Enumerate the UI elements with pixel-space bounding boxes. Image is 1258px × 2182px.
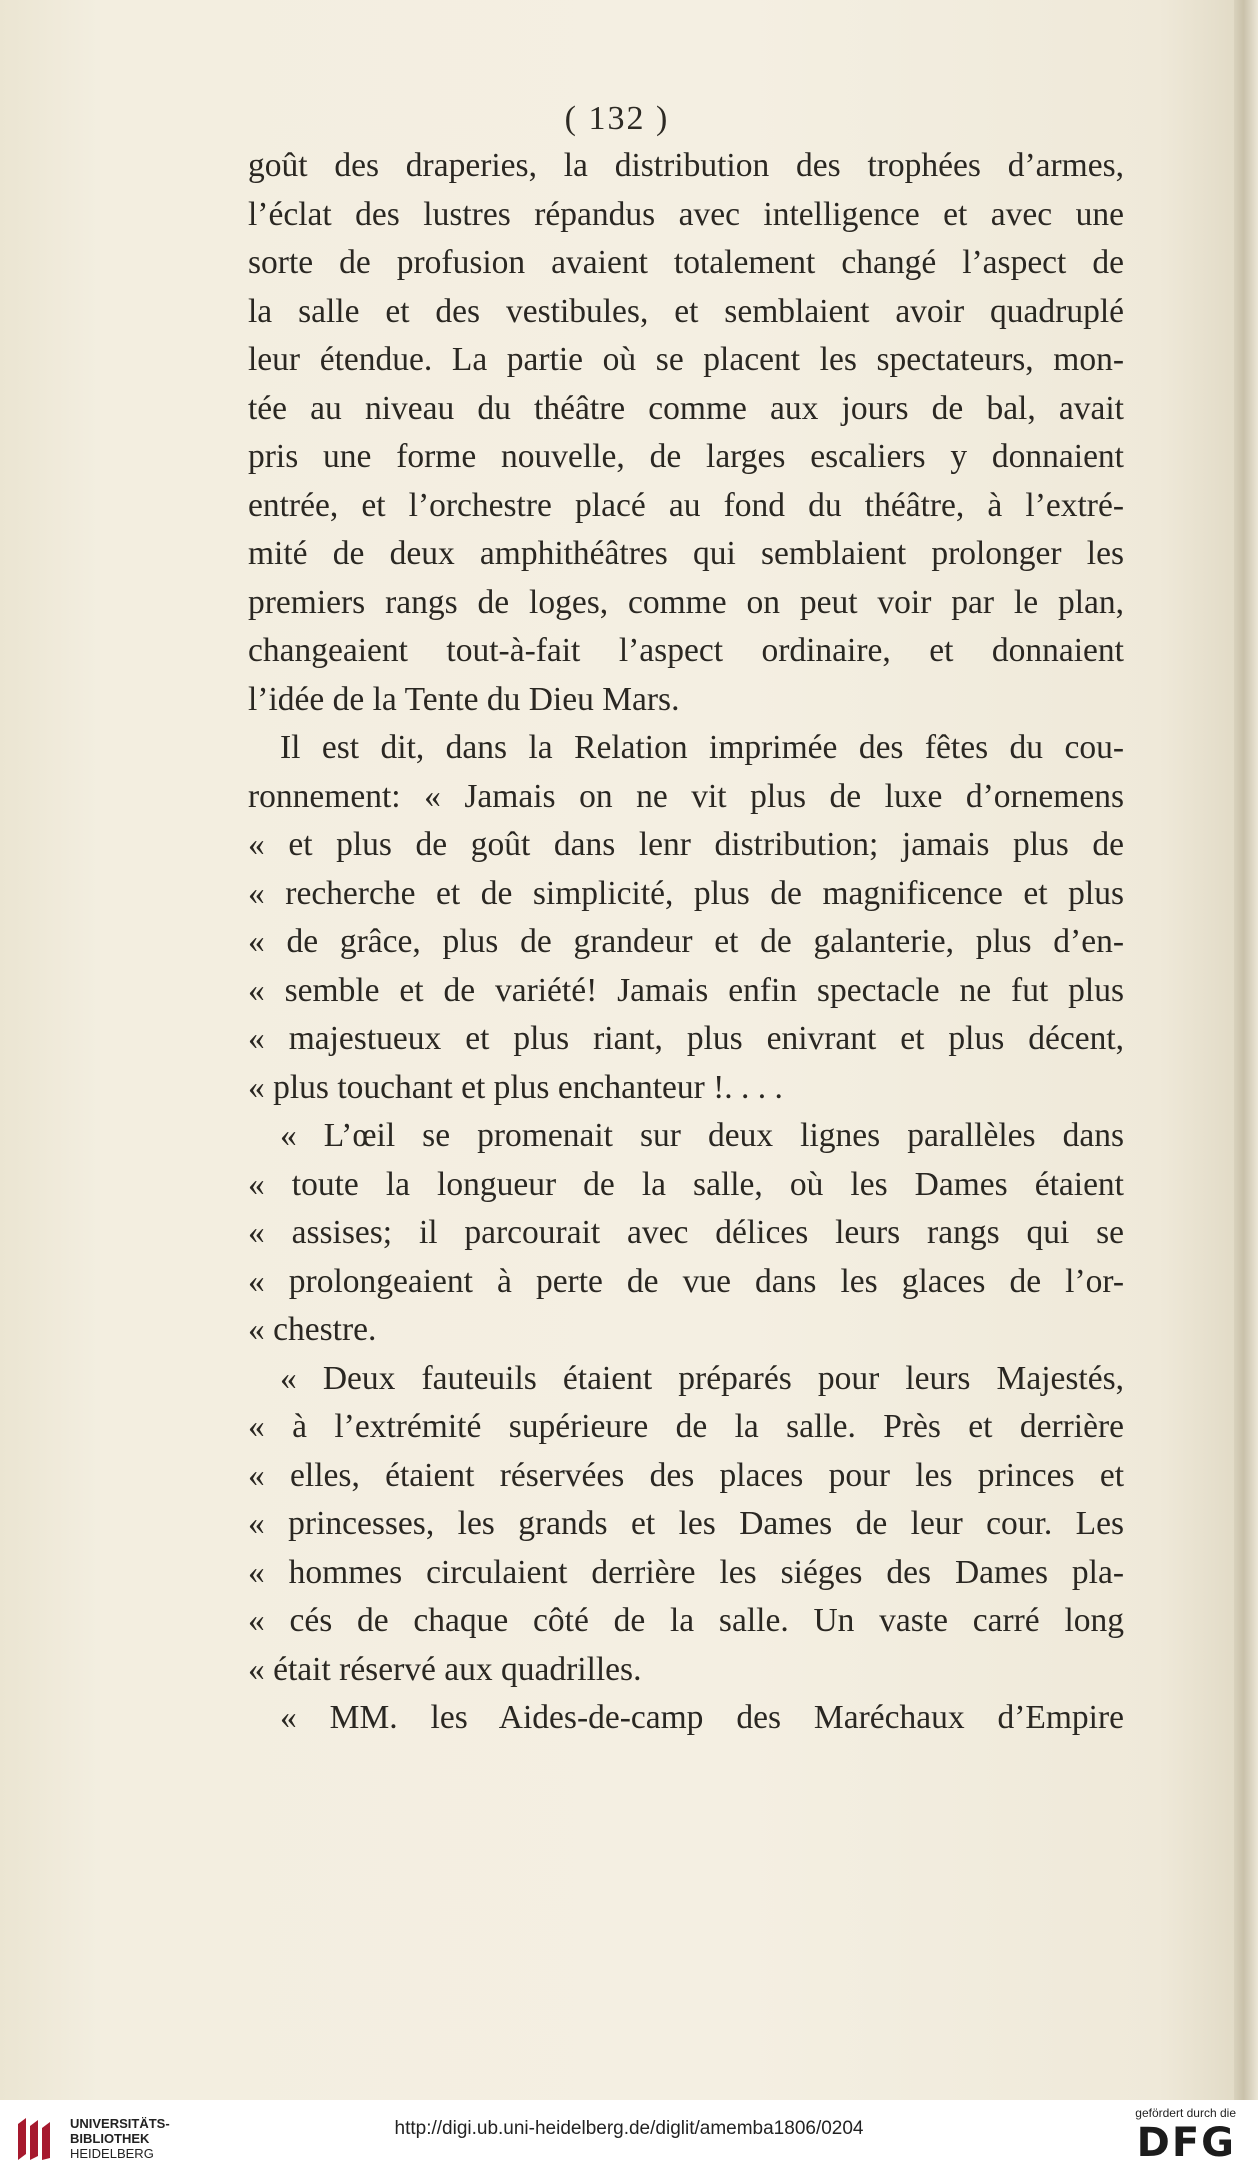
text-line: « à l’extrémité supérieure de la salle. Près et derrière xyxy=(248,1408,1124,1445)
text-line: « chestre. xyxy=(248,1311,377,1348)
library-name-line2: BIBLIOTHEK xyxy=(70,2131,150,2146)
text-line: « elles, étaient réservées des places pour les princes et xyxy=(248,1456,1124,1494)
text-line: « plus touchant et plus enchanteur !. . . . xyxy=(248,1068,783,1106)
text-line: sorte de profusion avaient totalement changé l’aspect de xyxy=(248,244,1124,281)
text-line: mité de deux amphithéâtres qui semblaient prolonger les xyxy=(248,535,1124,572)
text-line: « semble et de variété! Jamais enfin spectacle ne fut plus xyxy=(248,971,1124,1009)
funder-logo-block[interactable] xyxy=(1106,2106,1236,2166)
text-line: « était réservé aux quadrilles. xyxy=(248,1650,642,1688)
text-line: « toute la longueur de la salle, où les Dames étaient xyxy=(248,1165,1124,1203)
text-line: « recherche et de simplicité, plus de magnificence et plus xyxy=(248,874,1124,912)
page-text xyxy=(248,142,1124,1743)
text-line: « hommes circulaient derrière les siéges des Dames pla- xyxy=(248,1553,1124,1591)
text-line: « assises; il parcourait avec délices leurs rangs qui se xyxy=(248,1214,1124,1251)
text-line: « princesses, les grands et les Dames de leur cour. Les xyxy=(248,1505,1124,1542)
dfg-logo: DFG xyxy=(1136,2120,1236,2166)
text-line: l’idée de la Tente du Dieu Mars. xyxy=(248,680,680,718)
text-line: « majestueux et plus riant, plus enivrant et plus décent, xyxy=(248,1020,1124,1057)
text-line: « MM. les Aides-de-camp des Maréchaux d’Empire xyxy=(280,1699,1124,1736)
text-line: « cés de chaque côté de la salle. Un vaste carré long xyxy=(248,1602,1124,1639)
text-line: « Deux fauteuils étaient préparés pour leurs Majestés, xyxy=(280,1359,1124,1397)
text-line: pris une forme nouvelle, de larges escaliers y donnaient xyxy=(248,438,1124,475)
text-line: premiers rangs de loges, comme on peut voir par le plan, xyxy=(248,583,1124,621)
text-line: ronnement: « Jamais on ne vit plus de luxe d’ornemens xyxy=(248,777,1124,815)
text-line: la salle et des vestibules, et semblaient avoir quadruplé xyxy=(248,292,1124,330)
text-line: leur étendue. La partie où se placent les spectateurs, mon- xyxy=(248,341,1124,378)
funder-caption: gefördert durch die xyxy=(1135,2106,1236,2120)
library-name-line1: UNIVERSITÄTS- xyxy=(70,2116,170,2131)
text-line: changeaient tout-à-fait l’aspect ordinaire, et donnaient xyxy=(248,632,1124,669)
viewer-footer xyxy=(0,2100,1258,2182)
text-line: entrée, et l’orchestre placé au fond du théâtre, à l’extré- xyxy=(248,486,1124,524)
library-name-line3: HEIDELBERG xyxy=(70,2146,154,2161)
page-number: ( 132 ) xyxy=(564,100,670,137)
text-line: l’éclat des lustres répandus avec intelligence et avec une xyxy=(248,195,1124,233)
text-line: « et plus de goût dans lenr distribution; jamais plus de xyxy=(248,826,1124,863)
text-line: « prolongeaient à perte de vue dans les glaces de l’or- xyxy=(248,1262,1124,1300)
page-edge-shadow xyxy=(1234,0,1258,2100)
text-line: « de grâce, plus de grandeur et de galanterie, plus d’en- xyxy=(248,923,1124,960)
text-line: tée au niveau du théâtre comme aux jours de bal, avait xyxy=(248,389,1124,427)
text-line: « L’œil se promenait sur deux lignes parallèles dans xyxy=(280,1117,1124,1154)
text-line: goût des draperies, la distribution des trophées d’armes, xyxy=(248,147,1124,184)
text-line: Il est dit, dans la Relation imprimée des fêtes du cou- xyxy=(280,729,1124,766)
permalink-url[interactable]: http://digi.ub.uni-heidelberg.de/diglit/amemba1806/0204 xyxy=(394,2118,864,2139)
